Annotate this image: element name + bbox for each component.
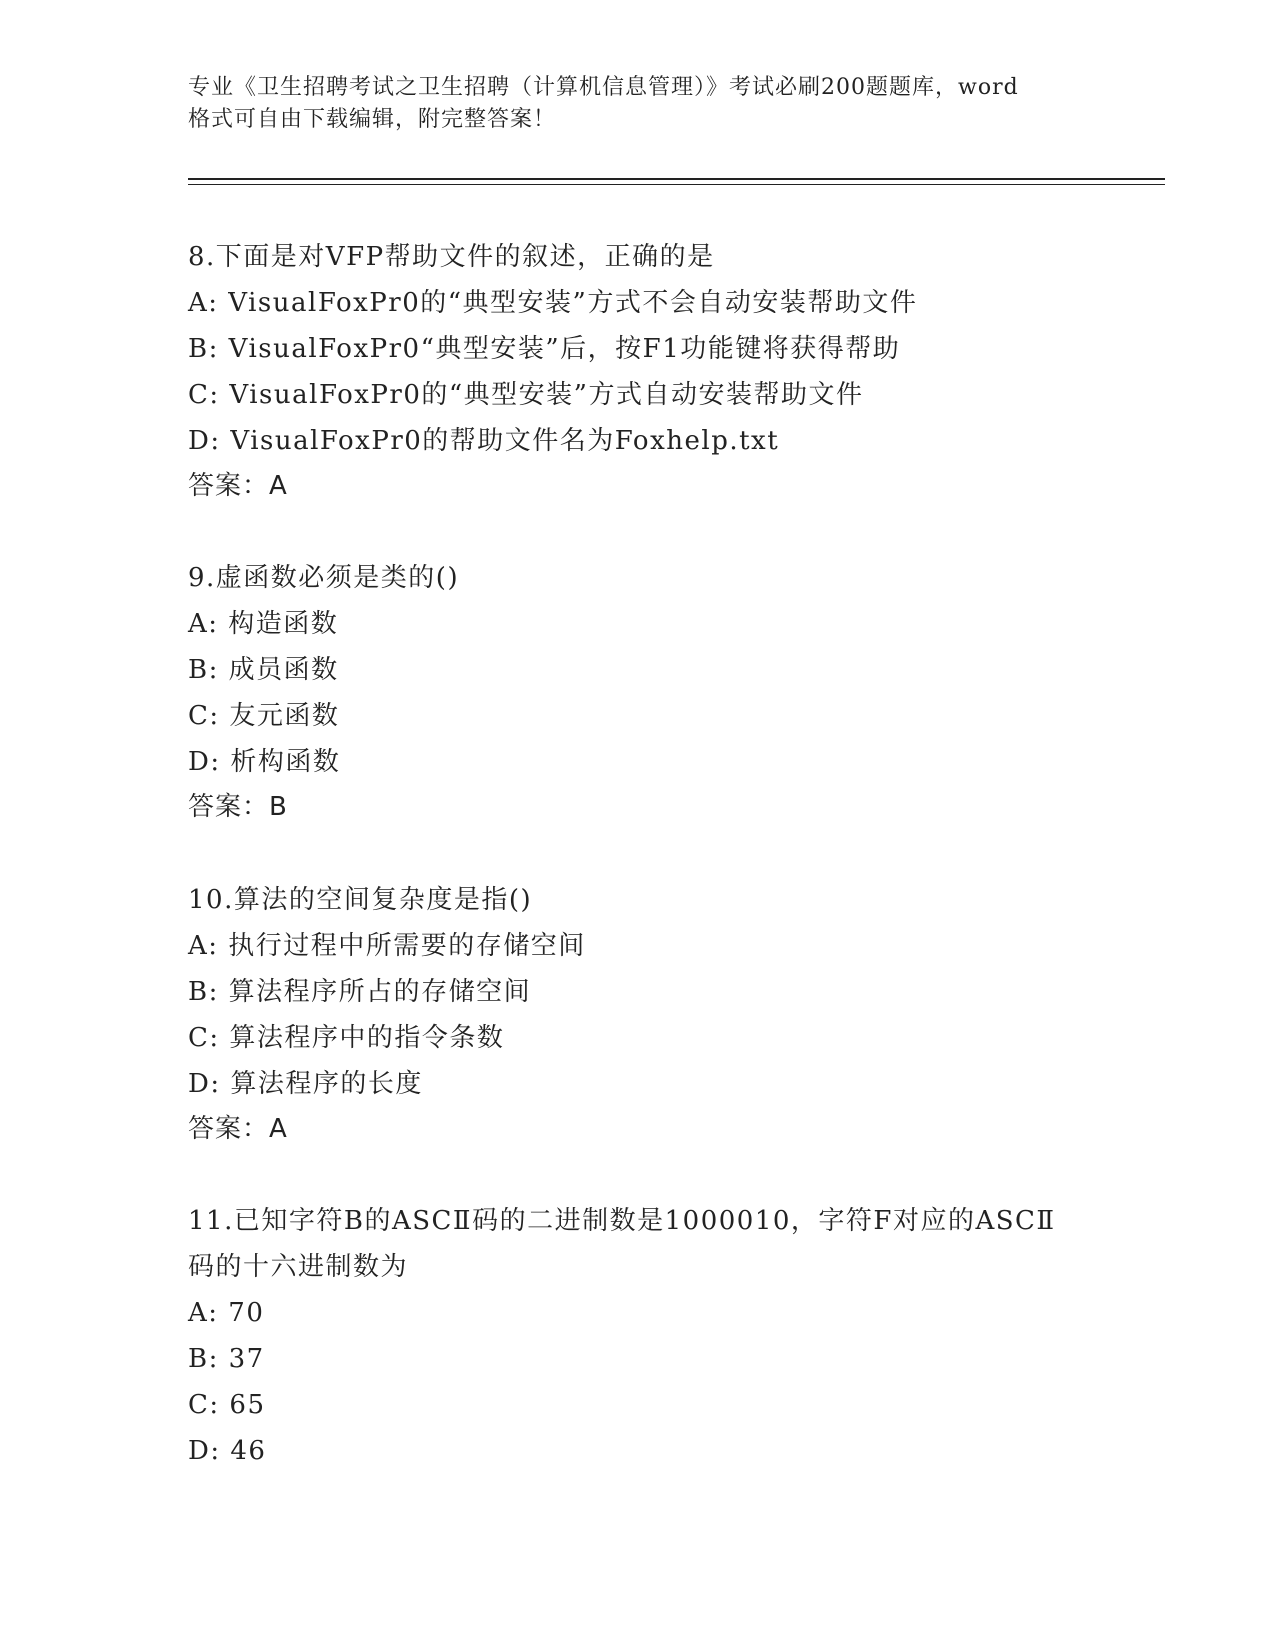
question-stem: 10.算法的空间复杂度是指() bbox=[188, 885, 533, 915]
header-line-2: 格式可自由下载编辑，附完整答案！ bbox=[188, 107, 557, 132]
option-c: C: VisualFoxPr0的“典型安装”方式自动安装帮助文件 bbox=[188, 380, 864, 410]
option-d: D: VisualFoxPr0的帮助文件名为Foxhelp.txt bbox=[188, 426, 780, 456]
header-line-1: 专业《卫生招聘考试之卫生招聘（计算机信息管理）》考试必刷200题题库，word bbox=[188, 75, 1019, 100]
option-b: B: VisualFoxPr0“典型安装”后，按F1功能键将获得帮助 bbox=[188, 334, 901, 364]
option-a: A: 70 bbox=[188, 1298, 265, 1328]
option-b: B: 算法程序所占的存储空间 bbox=[188, 977, 532, 1007]
option-a: A: 构造函数 bbox=[188, 609, 339, 639]
answer-line: 答案：B bbox=[188, 792, 288, 822]
question-stem-line-2: 码的十六进制数为 bbox=[188, 1252, 409, 1282]
question-10 bbox=[188, 877, 1088, 1151]
option-a: A: VisualFoxPr0的“典型安装”方式不会自动安装帮助文件 bbox=[188, 288, 918, 318]
answer-line: 答案：A bbox=[188, 471, 288, 501]
option-a: A: 执行过程中所需要的存储空间 bbox=[188, 931, 586, 961]
option-d: D: 46 bbox=[188, 1436, 267, 1466]
option-c: C: 友元函数 bbox=[188, 701, 340, 731]
option-d: D: 析构函数 bbox=[188, 747, 341, 777]
question-8 bbox=[188, 234, 1088, 508]
document-header bbox=[188, 72, 1088, 136]
question-9 bbox=[188, 555, 1088, 829]
option-c: C: 65 bbox=[188, 1390, 266, 1420]
header-divider bbox=[188, 178, 1165, 185]
option-b: B: 37 bbox=[188, 1344, 265, 1374]
answer-line: 答案：A bbox=[188, 1114, 288, 1144]
option-d: D: 算法程序的长度 bbox=[188, 1069, 423, 1099]
question-11 bbox=[188, 1198, 1088, 1474]
question-stem: 9.虚函数必须是类的() bbox=[188, 563, 460, 593]
option-c: C: 算法程序中的指令条数 bbox=[188, 1023, 505, 1053]
question-stem: 8.下面是对VFP帮助文件的叙述，正确的是 bbox=[188, 242, 715, 272]
option-b: B: 成员函数 bbox=[188, 655, 339, 685]
question-stem-line-1: 11.已知字符B的ASCⅡ码的二进制数是1000010，字符F对应的ASCⅡ bbox=[188, 1206, 1056, 1236]
